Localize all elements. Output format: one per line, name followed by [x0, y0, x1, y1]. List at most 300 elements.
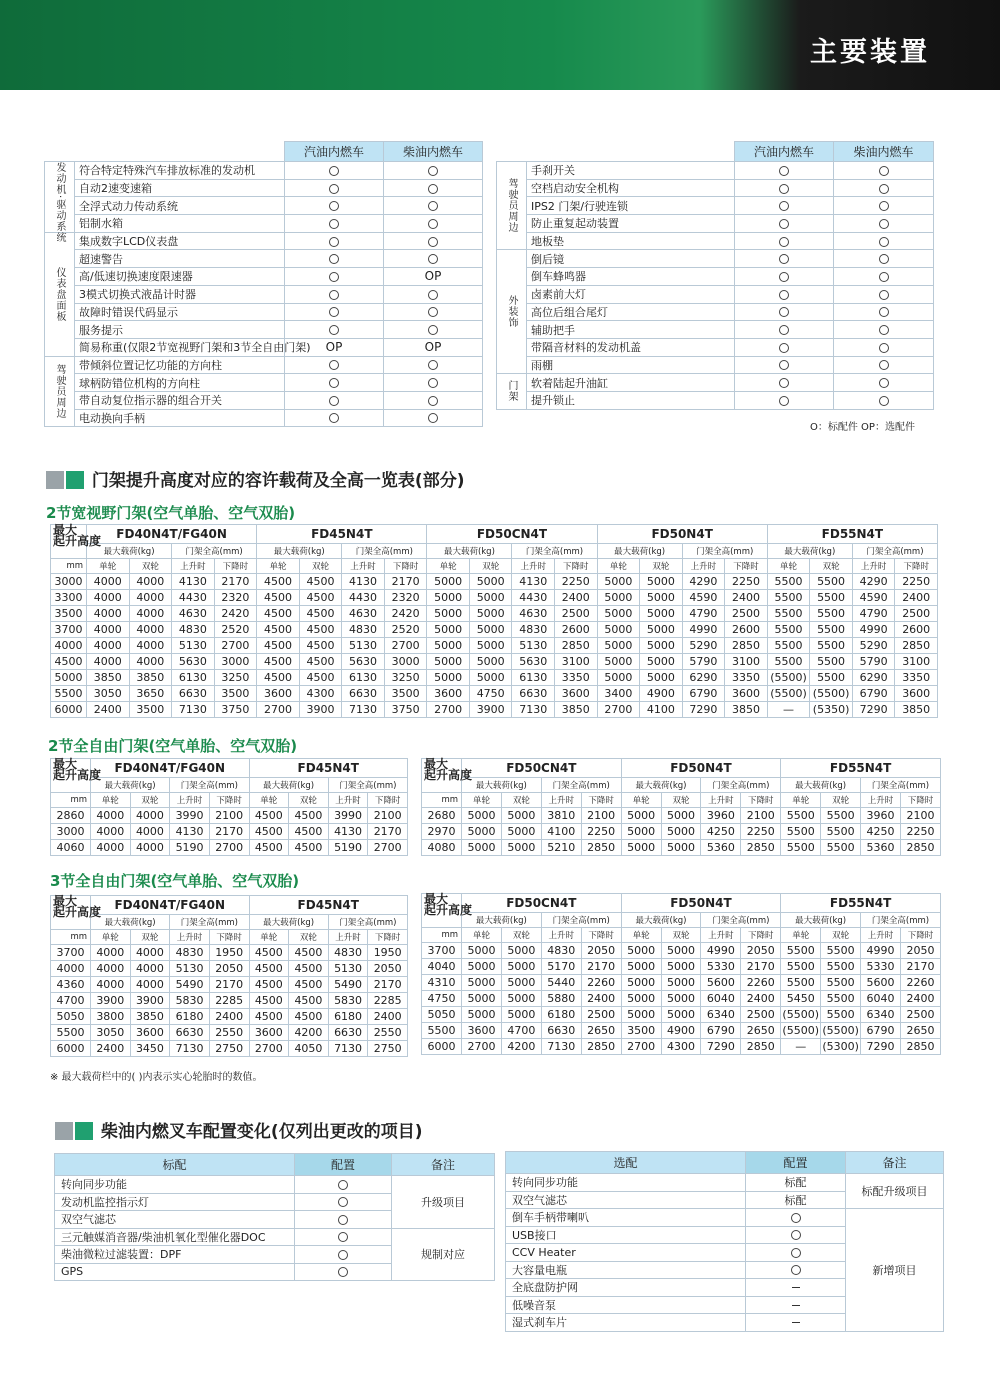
height-header: 门架全高(mm): [861, 778, 941, 793]
table-cell: 4430: [342, 590, 385, 606]
table-cell: 2600: [895, 622, 938, 638]
equipment-row: [497, 162, 934, 180]
table-cell: 5000: [621, 1007, 661, 1023]
table-cell: 6790: [861, 1023, 901, 1039]
item-label: 全底盘防护网: [506, 1279, 746, 1297]
down-label: 下降时: [368, 930, 408, 945]
table-cell: 5330: [861, 959, 901, 975]
equipment-row: [45, 321, 483, 339]
table-cell: 4050: [289, 1041, 329, 1057]
table-cell: 5500: [767, 638, 810, 654]
table-cell: 4000: [130, 961, 170, 977]
table-cell: 4100: [541, 824, 581, 840]
table-cell: 4080: [422, 840, 462, 856]
table-cell: 4500: [299, 670, 342, 686]
circle-icon: [329, 237, 339, 247]
table-cell: 4590: [682, 590, 725, 606]
table-cell: 5000: [501, 991, 541, 1007]
item-label: 电动换向手柄: [75, 409, 285, 427]
circle-icon: [428, 290, 438, 300]
table-cell: 2250: [895, 574, 938, 590]
model-header: FD45N4T: [257, 525, 427, 544]
height-header: 门架全高(mm): [541, 778, 621, 793]
col-header: 标配: [55, 1154, 295, 1176]
table-cell: 4000: [130, 824, 170, 840]
table-cell: 5000: [640, 622, 683, 638]
table-cell: —: [767, 702, 810, 718]
table-cell: 3600: [462, 1023, 502, 1039]
circle-icon: [879, 272, 889, 282]
table-cell: 3450: [130, 1041, 170, 1057]
item-label: 防止重复起动装置: [527, 215, 735, 233]
circle-icon: [879, 396, 889, 406]
circle-icon: [779, 307, 789, 317]
table-cell: 2170: [900, 959, 940, 975]
table-cell: 4000: [87, 606, 130, 622]
equipment-row: [497, 374, 934, 392]
table-row: [51, 622, 938, 638]
table-cell: 4500: [299, 638, 342, 654]
table-cell: 5000: [427, 654, 470, 670]
table-cell: 3050: [91, 1025, 131, 1041]
circle-icon: [791, 1213, 801, 1223]
table-cell: 5130: [328, 961, 368, 977]
circle-icon: [329, 307, 339, 317]
table-cell: 5490: [170, 977, 210, 993]
table-cell: 5500: [810, 654, 853, 670]
table-cell: 2850: [895, 638, 938, 654]
down-label: 下降时: [900, 928, 940, 943]
table-cell: 2860: [51, 808, 91, 824]
table-cell: 2400: [581, 991, 621, 1007]
table-cell: 2850: [725, 638, 768, 654]
table-cell: 2700: [427, 702, 470, 718]
table-cell: 6630: [170, 1025, 210, 1041]
table-cell: 2260: [581, 975, 621, 991]
item-label: CCV Heater: [506, 1244, 746, 1262]
circle-icon: [879, 290, 889, 300]
item-label: 双空气滤芯: [55, 1211, 295, 1229]
table-cell: 5500: [767, 606, 810, 622]
down-label: 下降时: [895, 559, 938, 574]
table-cell: 2850: [900, 1039, 940, 1055]
table-cell: 6290: [682, 670, 725, 686]
table-cell: 6180: [170, 1009, 210, 1025]
table-cell: 3000: [214, 654, 257, 670]
table-cell: 5000: [427, 606, 470, 622]
table-cell: 2100: [209, 808, 249, 824]
item-label: 提升锁止: [527, 391, 735, 409]
lift-height-label: 最大 起升高度: [51, 525, 87, 559]
table-cell: 4500: [249, 808, 289, 824]
table-cell: (5300): [822, 1040, 859, 1053]
table-cell: 5500: [781, 975, 821, 991]
table-cell: 3850: [555, 702, 598, 718]
circle-icon: [428, 237, 438, 247]
equipment-row: [497, 285, 934, 303]
table-cell: 5500: [810, 622, 853, 638]
down-label: 下降时: [555, 559, 598, 574]
circle-icon: [428, 307, 438, 317]
table-cell: 4100: [640, 702, 683, 718]
max-load-header: 最大载荷(kg): [462, 778, 542, 793]
table-cell: 2320: [214, 590, 257, 606]
down-label: 下降时: [725, 559, 768, 574]
table-cell: 3500: [621, 1023, 661, 1039]
table-cell: 4000: [51, 638, 87, 654]
table-cell: 5500: [51, 686, 87, 702]
item-label: 符合特定特殊汽车排放标准的发动机: [75, 162, 285, 180]
up-label: 上升时: [541, 793, 581, 808]
table-cell: 5500: [781, 840, 821, 856]
up-label: 上升时: [170, 930, 210, 945]
dual-label: 双轮: [469, 559, 512, 574]
table-cell: 4500: [249, 824, 289, 840]
table-cell: 4000: [129, 574, 172, 590]
table-cell: 6000: [422, 1039, 462, 1055]
table-cell: 2550: [368, 1025, 408, 1041]
max-load-header: 最大载荷(kg): [91, 915, 170, 930]
table-cell: 2650: [581, 1023, 621, 1039]
item-label: 倒车手柄带喇叭: [506, 1209, 746, 1227]
table-cell: 5500: [821, 840, 861, 856]
table-cell: 3900: [91, 993, 131, 1009]
model-header: FD40N4T/FG40N: [91, 896, 250, 915]
table-cell: 3400: [597, 686, 640, 702]
table-cell: 5000: [640, 654, 683, 670]
table-cell: 2850: [900, 840, 940, 856]
table-cell: 2850: [555, 638, 598, 654]
table-cell: 5000: [462, 943, 502, 959]
table-cell: 5290: [852, 638, 895, 654]
table-cell: 5000: [661, 808, 701, 824]
height-header: 门架全高(mm): [682, 544, 767, 559]
table-cell: 2400: [87, 702, 130, 718]
category-label: 外装饰: [497, 250, 527, 374]
table-cell: 5000: [462, 959, 502, 975]
subtitle-2-stage-free: 2节全自由门架(空气单胎、空气双胎): [48, 737, 298, 755]
height-header: 门架全高(mm): [861, 913, 941, 928]
table-cell: 4000: [91, 961, 131, 977]
up-label: 上升时: [861, 928, 901, 943]
circle-icon: [329, 325, 339, 335]
table-cell: 6130: [172, 670, 215, 686]
model-header: FD50CN4T: [462, 894, 622, 913]
table-cell: 4000: [129, 622, 172, 638]
single-label: 单轮: [91, 793, 131, 808]
equipment-row: [45, 338, 483, 356]
table-cell: 5000: [462, 1007, 502, 1023]
circle-icon: [779, 166, 789, 176]
table-row: [51, 945, 408, 961]
table-cell: 5440: [541, 975, 581, 991]
table-cell: 7290: [701, 1039, 741, 1055]
table-cell: 5000: [640, 638, 683, 654]
circle-icon: [791, 1248, 801, 1258]
circle-icon: [329, 166, 339, 176]
table-cell: 4430: [512, 590, 555, 606]
table-cell: 3990: [328, 808, 368, 824]
circle-icon: [428, 201, 438, 211]
single-label: 单轮: [767, 559, 810, 574]
table-cell: 4000: [91, 808, 131, 824]
col-header: 配置: [746, 1152, 846, 1174]
circle-icon: [329, 413, 339, 423]
table-cell: 2420: [214, 606, 257, 622]
table-cell: 6630: [541, 1023, 581, 1039]
table-cell: 3850: [87, 670, 130, 686]
mark-text: OP: [325, 340, 343, 355]
table-cell: 7130: [342, 702, 385, 718]
page-title: 主要装置: [810, 37, 930, 68]
subtitle-2-stage-wide: 2节宽视野门架(空气单胎、空气双胎): [46, 504, 296, 522]
table-cell: 4000: [129, 654, 172, 670]
table-cell: 4900: [661, 1023, 701, 1039]
circle-icon: [329, 201, 339, 211]
dual-label: 双轮: [810, 559, 853, 574]
table-cell: 5500: [767, 654, 810, 670]
table-cell: 2170: [581, 959, 621, 975]
table-cell: 5130: [172, 638, 215, 654]
single-label: 单轮: [781, 928, 821, 943]
item-label: 倒车蜂鸣器: [527, 268, 735, 286]
table-cell: 2250: [741, 824, 781, 840]
table-cell: 5600: [701, 975, 741, 991]
dash-icon: [792, 1322, 800, 1323]
table-cell: 2250: [555, 574, 598, 590]
table-cell: 2850: [741, 1039, 781, 1055]
table-cell: 4000: [129, 606, 172, 622]
subtitle-3-stage-free: 3节全自由门架(空气单胎、空气双胎): [50, 872, 300, 890]
circle-icon: [879, 343, 889, 353]
table-cell: 4830: [342, 622, 385, 638]
table-cell: 5000: [427, 638, 470, 654]
table-cell: 3350: [895, 670, 938, 686]
table-cell: 6630: [328, 1025, 368, 1041]
table-cell: 5500: [781, 959, 821, 975]
model-header: FD50CN4T: [427, 525, 597, 544]
down-label: 下降时: [900, 793, 940, 808]
table-cell: 5000: [501, 959, 541, 975]
table-cell: 5000: [427, 574, 470, 590]
table-cell: 4040: [422, 959, 462, 975]
table-cell: 5000: [661, 824, 701, 840]
square-icon: [66, 471, 84, 489]
dash-icon: [792, 1287, 800, 1288]
table-row: [51, 808, 408, 824]
equipment-row: [45, 268, 483, 286]
table-cell: 2500: [581, 1007, 621, 1023]
table-cell: 4500: [289, 808, 329, 824]
table-cell: 4000: [87, 574, 130, 590]
table-cell: 5170: [541, 959, 581, 975]
down-label: 下降时: [209, 793, 249, 808]
category-label: 驾驶员周边: [497, 162, 527, 250]
table-cell: 3000: [51, 574, 87, 590]
table-cell: 4500: [289, 1009, 329, 1025]
table-cell: 7130: [541, 1039, 581, 1055]
category-label: 仪表盘面板: [45, 232, 75, 356]
equipment-row: [497, 197, 934, 215]
height-header: 门架全高(mm): [328, 915, 407, 930]
table-cell: 5000: [621, 943, 661, 959]
table-cell: 3000: [384, 654, 427, 670]
equipment-row: [45, 232, 483, 250]
circle-icon: [779, 343, 789, 353]
table-cell: 5050: [422, 1007, 462, 1023]
circle-icon: [879, 307, 889, 317]
table-cell: 2700: [462, 1039, 502, 1055]
max-load-header: 最大载荷(kg): [781, 778, 861, 793]
height-header: 门架全高(mm): [701, 778, 781, 793]
single-label: 单轮: [257, 559, 300, 574]
equipment-row: [45, 197, 483, 215]
table-cell: 4000: [87, 590, 130, 606]
table-row: [506, 1174, 944, 1192]
table-cell: 7290: [682, 702, 725, 718]
table-cell: (5500): [767, 670, 810, 686]
table-cell: 3900: [299, 702, 342, 718]
circle-icon: [779, 396, 789, 406]
circle-icon: [779, 360, 789, 370]
table-cell: 2250: [725, 574, 768, 590]
table-cell: 3750: [214, 702, 257, 718]
circle-icon: [779, 290, 789, 300]
table-cell: 3700: [51, 945, 91, 961]
section-change-title: 柴油内燃叉车配置变化(仅列出更改的项目): [100, 1122, 423, 1142]
table-cell: 6180: [328, 1009, 368, 1025]
footnote: ※ 最大载荷栏中的( )内表示实心轮胎时的数值。: [50, 1072, 263, 1083]
table-cell: 5000: [640, 590, 683, 606]
table-cell: 5000: [661, 991, 701, 1007]
item-label: 低噪音泵: [506, 1296, 746, 1314]
item-label: 集成数字LCD仪表盘: [75, 232, 285, 250]
lift-height-label: 最大 起升高度: [51, 896, 91, 930]
table-cell: 5500: [821, 1007, 861, 1023]
table-cell: 3600: [130, 1025, 170, 1041]
table-cell: 5000: [469, 590, 512, 606]
circle-icon: [879, 219, 889, 229]
category-label: 门架: [497, 374, 527, 409]
table-cell: 4630: [342, 606, 385, 622]
dual-label: 双轮: [640, 559, 683, 574]
table-cell: 4500: [289, 824, 329, 840]
table-cell: 2600: [725, 622, 768, 638]
table-row: [422, 1023, 941, 1039]
circle-icon: [338, 1250, 348, 1260]
equipment-row: [45, 303, 483, 321]
circle-icon: [329, 254, 339, 264]
table-cell: 5000: [469, 574, 512, 590]
table-cell: 5000: [501, 1007, 541, 1023]
table-cell: 5000: [597, 622, 640, 638]
table-cell: 4500: [257, 622, 300, 638]
table-cell: 5500: [821, 959, 861, 975]
table-cell: 2700: [214, 638, 257, 654]
table-cell: 4290: [852, 574, 895, 590]
table-cell: 5000: [661, 975, 701, 991]
table-row: [55, 1228, 495, 1246]
height-header: 门架全高(mm): [541, 913, 621, 928]
up-label: 上升时: [172, 559, 215, 574]
category-label: 发动机·驱动系统: [45, 162, 75, 233]
circle-icon: [779, 272, 789, 282]
table-cell: 4200: [501, 1039, 541, 1055]
dual-label: 双轮: [501, 793, 541, 808]
table-cell: 5500: [821, 991, 861, 1007]
table-cell: 2650: [741, 1023, 781, 1039]
item-label: 辅助把手: [527, 321, 735, 339]
table-cell: 4790: [852, 606, 895, 622]
category-label: 驾驶员周边: [45, 356, 75, 427]
single-label: 单轮: [462, 793, 502, 808]
item-label: 转向同步功能: [55, 1176, 295, 1194]
table-cell: 5000: [640, 574, 683, 590]
table-cell: 2170: [368, 824, 408, 840]
table-cell: 4990: [861, 943, 901, 959]
table-row: [422, 991, 941, 1007]
table-cell: 2100: [581, 808, 621, 824]
table-cell: 4000: [130, 977, 170, 993]
item-label: 超速警告: [75, 250, 285, 268]
col-header: 备注: [392, 1154, 495, 1176]
table-cell: 5500: [810, 638, 853, 654]
table-cell: 6040: [701, 991, 741, 1007]
item-label: 高/低速切换速度限速器: [75, 268, 285, 286]
table-cell: 4500: [289, 945, 329, 961]
table-cell: 2050: [581, 943, 621, 959]
equipment-row: [45, 285, 483, 303]
table-cell: 3700: [51, 622, 87, 638]
section-change: [55, 1117, 422, 1142]
max-load-header: 最大载荷(kg): [249, 778, 328, 793]
table-cell: 4500: [299, 622, 342, 638]
table-cell: 4790: [682, 606, 725, 622]
table-cell: 4500: [289, 993, 329, 1009]
table-cell: 4500: [257, 574, 300, 590]
table-row: [51, 961, 408, 977]
height-header: 门架全高(mm): [170, 778, 249, 793]
model-header: FD50N4T: [621, 894, 781, 913]
table-cell: 4290: [682, 574, 725, 590]
table-row: [51, 993, 408, 1009]
table-cell: 5000: [462, 808, 502, 824]
table-cell: 4130: [328, 824, 368, 840]
table-cell: 5000: [469, 622, 512, 638]
table-cell: 7130: [328, 1041, 368, 1057]
table-cell: 4000: [87, 638, 130, 654]
table-cell: 2420: [384, 606, 427, 622]
table-cell: 5050: [51, 1009, 91, 1025]
col-header: 柴油内燃车: [834, 142, 934, 162]
table-cell: 4300: [299, 686, 342, 702]
table-cell: 2500: [741, 1007, 781, 1023]
table-cell: 2700: [384, 638, 427, 654]
table-cell: 4130: [170, 824, 210, 840]
table-cell: 7130: [172, 702, 215, 718]
table-row: [51, 977, 408, 993]
down-label: 下降时: [741, 793, 781, 808]
table-cell: 3600: [257, 686, 300, 702]
table-cell: 3100: [725, 654, 768, 670]
table-cell: 5000: [469, 606, 512, 622]
down-label: 下降时: [581, 928, 621, 943]
table-cell: 3750: [384, 702, 427, 718]
table-cell: 2400: [900, 991, 940, 1007]
table-cell: 4000: [91, 840, 131, 856]
table-cell: 4000: [129, 638, 172, 654]
circle-icon: [428, 396, 438, 406]
